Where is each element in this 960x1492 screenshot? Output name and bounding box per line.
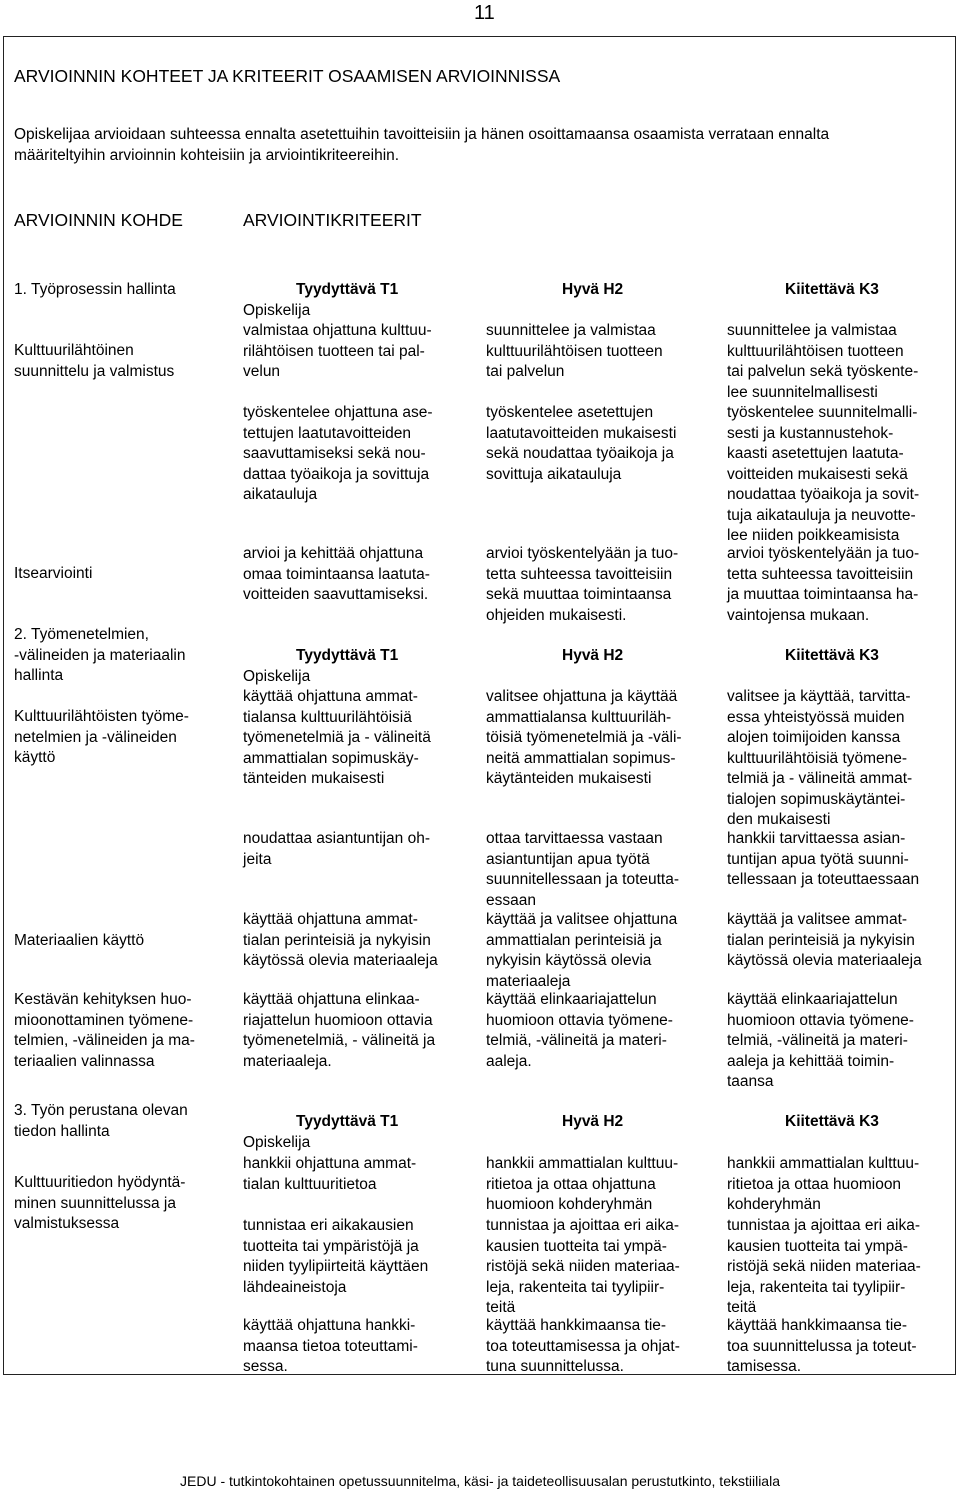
criterion-t1: riajattelun huomioon ottavia [243, 1011, 433, 1029]
criterion-k3: alojen toimijoiden kanssa [727, 729, 901, 746]
criterion-h2: laatutavoitteiden mukaisesti [486, 424, 677, 442]
student-label: Opiskelija [243, 302, 311, 319]
criterion-k3: den mukaisesti [727, 811, 831, 828]
criterion-k3: tetta suhteessa tavoitteisiin [727, 565, 914, 583]
criterion-t1: lähdeaineistoja [243, 1278, 347, 1296]
criterion-k3: kohderyhmän [727, 1196, 821, 1213]
criterion-h2: leja, rakenteita tai tyylipiir- [486, 1278, 665, 1296]
criterion-t1: tialan kulttuuritietoa [243, 1175, 377, 1193]
criterion-t1: niiden tyylipiirteitä käyttäen [243, 1258, 429, 1275]
grade-header-t1: Tyydyttävä T1 [296, 647, 399, 664]
criterion-h2: ohjeiden mukaisesti. [486, 606, 627, 624]
criterion-t1: tunnistaa eri aikakausien [243, 1217, 414, 1234]
criterion-h2: käyttää ja valitsee ohjattuna [486, 911, 678, 928]
criterion-k3: telmiä, -välineitä ja materi- [727, 1032, 908, 1049]
criterion-h2: tetta suhteessa tavoitteisiin [486, 565, 673, 583]
criterion-k3: teitä [727, 1299, 757, 1316]
criterion-h2: arvioi työskentelyään ja tuo- [486, 545, 679, 562]
criterion-t1: tialansa kulttuurilähtöisiä [243, 708, 412, 726]
criterion-k3: toa suunnittelussa ja toteut- [727, 1337, 917, 1355]
criterion-t1: käyttää ohjattuna hankki- [243, 1317, 416, 1334]
grade-header-k3: Kiitettävä K3 [785, 647, 879, 664]
criterion-k3: käyttää elinkaariajattelun [727, 991, 898, 1008]
assessment-target: telmien, -välineiden ja ma- [14, 1032, 195, 1049]
criterion-h2: neitä ammattialan sopimus- [486, 749, 676, 767]
assessment-target: Kulttuurilähtöisten työme- [14, 708, 189, 725]
criterion-k3: käyttää ja valitsee ammat- [727, 911, 908, 928]
section-title: hallinta [14, 667, 64, 684]
criterion-k3: vaintojensa mukaan. [727, 606, 870, 624]
criterion-h2: kausien tuotteita tai ympä- [486, 1237, 667, 1255]
criterion-t1: voitteiden saavuttamiseksi. [243, 586, 429, 603]
page-title: ARVIOINNIN KOHTEET JA KRITEERIT OSAAMISEN ARVIOINNISSA [14, 66, 561, 86]
assessment-target: käyttö [14, 749, 56, 766]
criterion-h2: teitä [486, 1299, 516, 1316]
criterion-k3: taansa [727, 1073, 774, 1090]
criterion-t1: omaa toimintaansa laatuta- [243, 565, 430, 583]
grade-header-h2: Hyvä H2 [562, 647, 624, 664]
assessment-target: Kulttuuritiedon hyödyntä- [14, 1174, 186, 1191]
criterion-h2: asiantuntijan apua työtä [486, 850, 650, 868]
criterion-h2: sovittuja aikatauluja [486, 465, 622, 483]
criterion-k3: käytössä olevia materiaaleja [727, 952, 922, 969]
criterion-t1: jeita [243, 850, 272, 868]
criterion-t1: käyttää ohjattuna ammat- [243, 688, 418, 705]
assessment-target: Itsearviointi [14, 565, 93, 582]
assessment-target: Kestävän kehityksen huo- [14, 991, 192, 1008]
section-title: tiedon hallinta [14, 1122, 110, 1140]
criterion-k3: arvioi työskentelyään ja tuo- [727, 545, 920, 562]
criterion-k3: ritietoa ja ottaa huomioon [727, 1175, 902, 1193]
criterion-k3: tamisessa. [727, 1358, 802, 1375]
student-label: Opiskelija [243, 1134, 311, 1151]
heading-arviointikriteerit: ARVIOINTIKRITEERIT [243, 210, 422, 230]
criterion-h2: valitsee ohjattuna ja käyttää [486, 688, 678, 705]
criterion-t1: arvioi ja kehittää ohjattuna [243, 545, 424, 562]
criterion-h2: hankkii ammattialan kulttuu- [486, 1155, 679, 1172]
criterion-h2: tunnistaa ja ajoittaa eri aika- [486, 1217, 680, 1234]
criterion-k3: huomioon ottavia työmene- [727, 1011, 914, 1029]
section-title: 2. Työmenetelmien, [14, 626, 149, 643]
criterion-t1: työmenetelmiä, - välineitä ja [243, 1032, 436, 1049]
criterion-k3: kaasti asetettujen laatuta- [727, 445, 904, 462]
criterion-t1: työskentelee ohjattuna ase- [243, 404, 433, 421]
criterion-k3: noudattaa työaikoja ja sovit- [727, 486, 920, 503]
criterion-h2: ammattialan perinteisiä ja [486, 931, 662, 949]
criterion-k3: hankkii ammattialan kulttuu- [727, 1155, 920, 1172]
criterion-k3: työskentelee suunnitelmalli- [727, 404, 918, 421]
criterion-h2: ritietoa ja ottaa ohjattuna [486, 1175, 656, 1193]
criterion-h2: sekä muuttaa toimintaansa [486, 586, 672, 603]
criterion-k3: tuntijan apua työtä suunni- [727, 850, 909, 868]
criterion-k3: tuja aikatauluja ja neuvotte- [727, 506, 916, 524]
criterion-h2: huomioon kohderyhmän [486, 1196, 653, 1213]
grade-header-k3: Kiitettävä K3 [785, 1113, 879, 1130]
criterion-t1: maansa tietoa toteuttami- [243, 1337, 418, 1355]
assessment-target: suunnittelu ja valmistus [14, 362, 175, 380]
criterion-k3: tai palvelun sekä työskente- [727, 363, 919, 380]
footer: JEDU - tutkintokohtainen opetussuunnitelma, käsi- ja taideteollisuusalan perustutkinto, tekstiiliala [180, 1473, 780, 1489]
criterion-h2: käyttää hankkimaansa tie- [486, 1317, 667, 1334]
intro-line-2: määriteltyihin arvioinnin kohteisiin ja arviointikriteereihin. [14, 147, 400, 164]
criterion-t1: tuotteita tai ympäristöjä ja [243, 1237, 419, 1255]
criterion-t1: valmistaa ohjattuna kulttuu- [243, 322, 432, 339]
heading-arvioinnin-kohde: ARVIOINNIN KOHDE [14, 210, 183, 230]
assessment-target: minen suunnittelussa ja [14, 1194, 176, 1212]
criterion-t1: materiaaleja. [243, 1052, 332, 1070]
criterion-k3: aaleja ja kehittää toimin- [727, 1052, 895, 1070]
criterion-k3: ja muuttaa toimintaansa ha- [727, 586, 919, 603]
criterion-h2: suunnitellessaan ja toteutta- [486, 871, 680, 888]
grade-header-k3: Kiitettävä K3 [785, 281, 879, 298]
criterion-h2: telmiä, -välineitä ja materi- [486, 1032, 667, 1049]
section-title: -välineiden ja materiaalin [14, 646, 186, 664]
criterion-h2: essaan [486, 891, 536, 909]
criterion-h2: käytänteiden mukaisesti [486, 770, 652, 787]
criterion-h2: tuna suunnittelussa. [486, 1358, 624, 1375]
criterion-h2: suunnittelee ja valmistaa [486, 322, 656, 339]
criterion-t1: tialan perinteisiä ja nykyisin [243, 931, 431, 949]
criterion-k3: sesti ja kustannustehok- [727, 424, 894, 442]
criterion-t1: käytössä olevia materiaaleja [243, 952, 438, 969]
criterion-h2: ristöjä sekä niiden materiaa- [486, 1258, 680, 1275]
criterion-t1: työmenetelmiä ja - välineitä [243, 729, 431, 746]
criterion-h2: ammattialansa kulttuuriläh- [486, 708, 672, 726]
criterion-h2: käyttää elinkaariajattelun [486, 991, 657, 1008]
assessment-target: valmistuksessa [14, 1215, 120, 1232]
criterion-k3: lee suunnitelmallisesti [727, 383, 878, 401]
criterion-k3: valitsee ja käyttää, tarvitta- [727, 688, 911, 705]
criterion-k3: ristöjä sekä niiden materiaa- [727, 1258, 921, 1275]
criterion-t1: tänteiden mukaisesti [243, 770, 385, 787]
criterion-k3: tialan perinteisiä ja nykyisin [727, 931, 915, 949]
criterion-t1: ammattialan sopimuskäy- [243, 749, 419, 767]
criterion-k3: telmiä ja - välineitä ammat- [727, 770, 913, 787]
criterion-t1: hankkii ohjattuna ammat- [243, 1155, 417, 1172]
section-title: 3. Työn perustana olevan [14, 1102, 188, 1119]
criterion-h2: työskentelee asetettujen [486, 404, 654, 421]
criterion-k3: leja, rakenteita tai tyylipiir- [727, 1278, 906, 1296]
criterion-h2: nykyisin käytössä olevia [486, 952, 652, 969]
criterion-h2: toa toteuttamisessa ja ohjat- [486, 1337, 680, 1355]
grade-header-t1: Tyydyttävä T1 [296, 281, 399, 298]
assessment-target: Materiaalien käyttö [14, 932, 145, 949]
criterion-k3: kulttuurilähtöisiä työmene- [727, 749, 908, 767]
criterion-h2: kulttuurilähtöisen tuotteen [486, 342, 663, 360]
criterion-t1: velun [243, 363, 281, 380]
criterion-t1: käyttää ohjattuna elinkaa- [243, 991, 420, 1008]
criterion-h2: ottaa tarvittaessa vastaan [486, 830, 663, 847]
section-title: 1. Työprosessin hallinta [14, 281, 176, 298]
criterion-k3: kausien tuotteita tai ympä- [727, 1237, 908, 1255]
criterion-t1: dattaa työaikoja ja sovittuja [243, 465, 430, 483]
student-label: Opiskelija [243, 668, 311, 685]
assessment-target: teriaalien valinnassa [14, 1052, 155, 1070]
grade-header-h2: Hyvä H2 [562, 1113, 624, 1130]
criterion-k3: lee niiden poikkeamisista [727, 527, 900, 544]
criterion-k3: essa yhteistyössä muiden [727, 708, 905, 726]
assessment-target: mioonottaminen työmene- [14, 1011, 194, 1029]
grade-header-h2: Hyvä H2 [562, 281, 624, 298]
criterion-h2: töisiä työmenetelmiä ja -väli- [486, 729, 682, 746]
criterion-h2: tai palvelun [486, 363, 565, 380]
criterion-k3: kulttuurilähtöisen tuotteen [727, 342, 904, 360]
criterion-t1: noudattaa asiantuntijan oh- [243, 830, 431, 847]
criterion-k3: käyttää hankkimaansa tie- [727, 1317, 908, 1334]
criterion-k3: tunnistaa ja ajoittaa eri aika- [727, 1217, 921, 1234]
criterion-h2: materiaaleja [486, 972, 571, 990]
grade-header-t1: Tyydyttävä T1 [296, 1113, 399, 1130]
criterion-k3: suunnittelee ja valmistaa [727, 322, 897, 339]
assessment-target: netelmien ja -välineiden [14, 728, 177, 746]
criterion-t1: käyttää ohjattuna ammat- [243, 911, 418, 928]
criterion-h2: sekä noudattaa työaikoja ja [486, 445, 674, 462]
assessment-target: Kulttuurilähtöinen [14, 342, 134, 359]
criterion-h2: huomioon ottavia työmene- [486, 1011, 673, 1029]
criterion-t1: aikatauluja [243, 486, 318, 503]
criterion-k3: tellessaan ja toteuttaessaan [727, 871, 920, 888]
criterion-k3: hankkii tarvittaessa asian- [727, 830, 906, 847]
criterion-k3: tialojen sopimuskäytäntei- [727, 790, 906, 808]
criterion-t1: sessa. [243, 1358, 288, 1375]
criterion-t1: saavuttamiseksi sekä nou- [243, 445, 426, 462]
intro-line-1: Opiskelijaa arvioidaan suhteessa ennalta asetettuihin tavoitteisiin ja hänen osoittamaansa osaamista verrataan ennalta [14, 126, 830, 143]
criterion-t1: rilähtöisen tuotteen tai pal- [243, 342, 425, 360]
criterion-k3: voitteiden mukaisesti sekä [727, 465, 908, 483]
criterion-h2: aaleja. [486, 1052, 532, 1070]
page-number: 11 [474, 2, 495, 24]
criterion-t1: tettujen laatutavoitteiden [243, 424, 412, 442]
